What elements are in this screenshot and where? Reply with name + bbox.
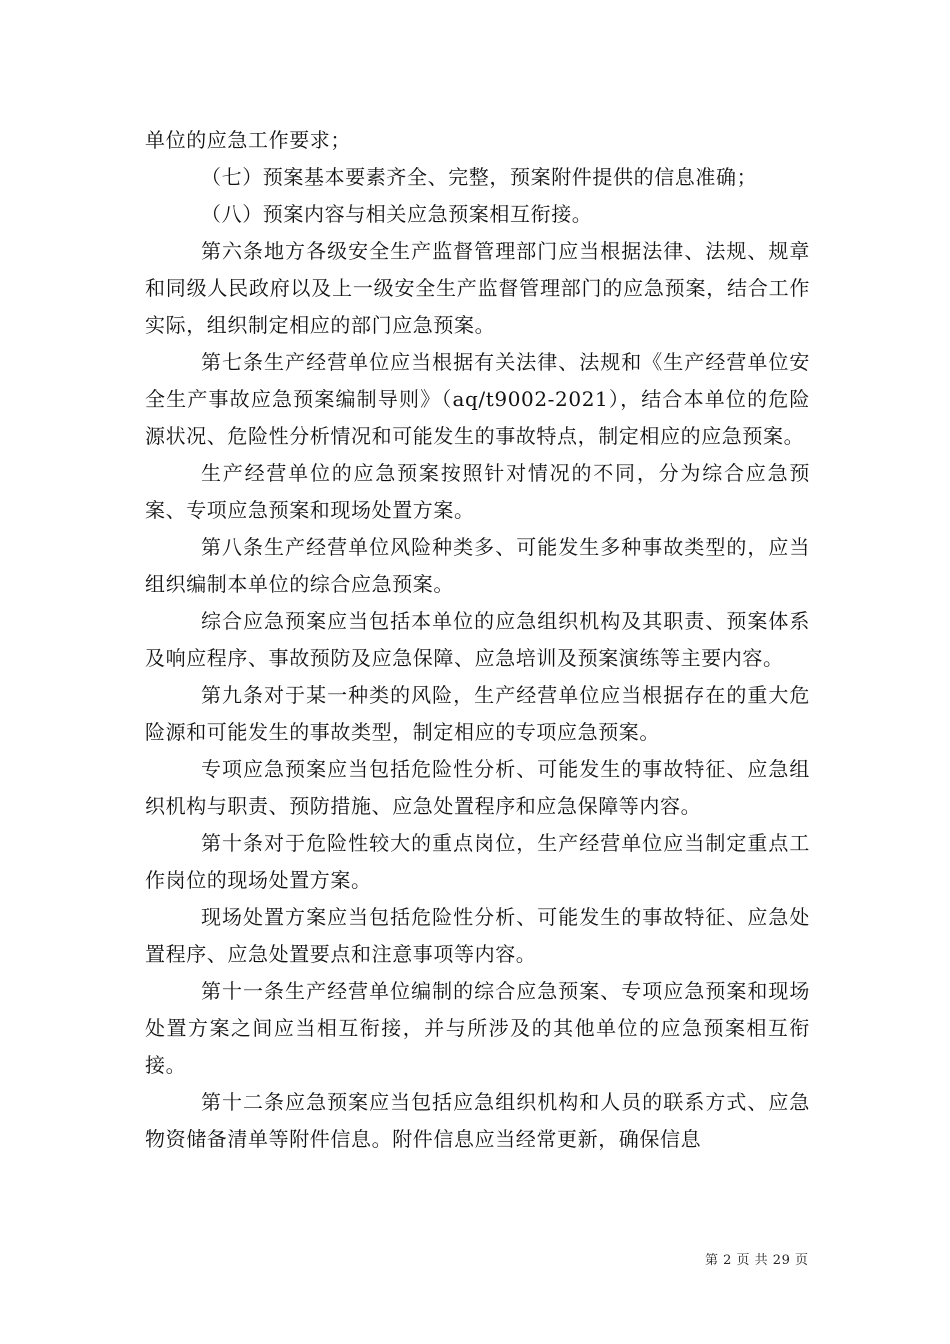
paragraph-7: 第八条生产经营单位风险种类多、可能发生多种事故类型的，应当组织编制本单位的综合应急预案。 <box>145 535 810 596</box>
paragraph-3: （八）预案内容与相关应急预案相互衔接。 <box>201 202 593 226</box>
paragraph-6: 生产经营单位的应急预案按照针对情况的不同，分为综合应急预案、专项应急预案和现场处置方案。 <box>145 461 810 522</box>
paragraph-2: （七）预案基本要素齐全、完整，预案附件提供的信息准确； <box>201 165 758 189</box>
paragraph-12: 现场处置方案应当包括危险性分析、可能发生的事故特征、应急处置程序、应急处置要点和注意事项等内容。 <box>145 905 810 966</box>
paragraph-11: 第十条对于危险性较大的重点岗位，生产经营单位应当制定重点工作岗位的现场处置方案。 <box>145 831 810 892</box>
paragraph-13: 第十一条生产经营单位编制的综合应急预案、专项应急预案和现场处置方案之间应当相互衔接，并与所涉及的其他单位的应急预案相互衔接。 <box>145 979 810 1077</box>
paragraph-14: 第十二条应急预案应当包括应急组织机构和人员的联系方式、应急物资储备清单等附件信息。附件信息应当经常更新，确保信息 <box>145 1090 810 1151</box>
paragraph-9: 第九条对于某一种类的风险，生产经营单位应当根据存在的重大危险源和可能发生的事故类型，制定相应的专项应急预案。 <box>145 683 810 744</box>
paragraph-1: 单位的应急工作要求； <box>145 128 351 152</box>
paragraph-8: 综合应急预案应当包括本单位的应急组织机构及其职责、预案体系及响应程序、事故预防及应急保障、应急培训及预案演练等主要内容。 <box>145 609 810 670</box>
page-number-footer: 第 2 页 共 29 页 <box>705 1253 809 1268</box>
document-body <box>145 122 810 1158</box>
paragraph-10: 专项应急预案应当包括危险性分析、可能发生的事故特征、应急组织机构与职责、预防措施、应急处置程序和应急保障等内容。 <box>145 757 810 818</box>
paragraph-4: 第六条地方各级安全生产监督管理部门应当根据法律、法规、规章和同级人民政府以及上一级安全生产监督管理部门的应急预案，结合工作实际，组织制定相应的部门应急预案。 <box>145 239 810 337</box>
paragraph-5: 第七条生产经营单位应当根据有关法律、法规和《生产经营单位安全生产事故应急预案编制导则》（aq/t9002-2021），结合本单位的危险源状况、危险性分析情况和可能发生的事故特点，制定相应的应急预案。 <box>145 350 810 448</box>
